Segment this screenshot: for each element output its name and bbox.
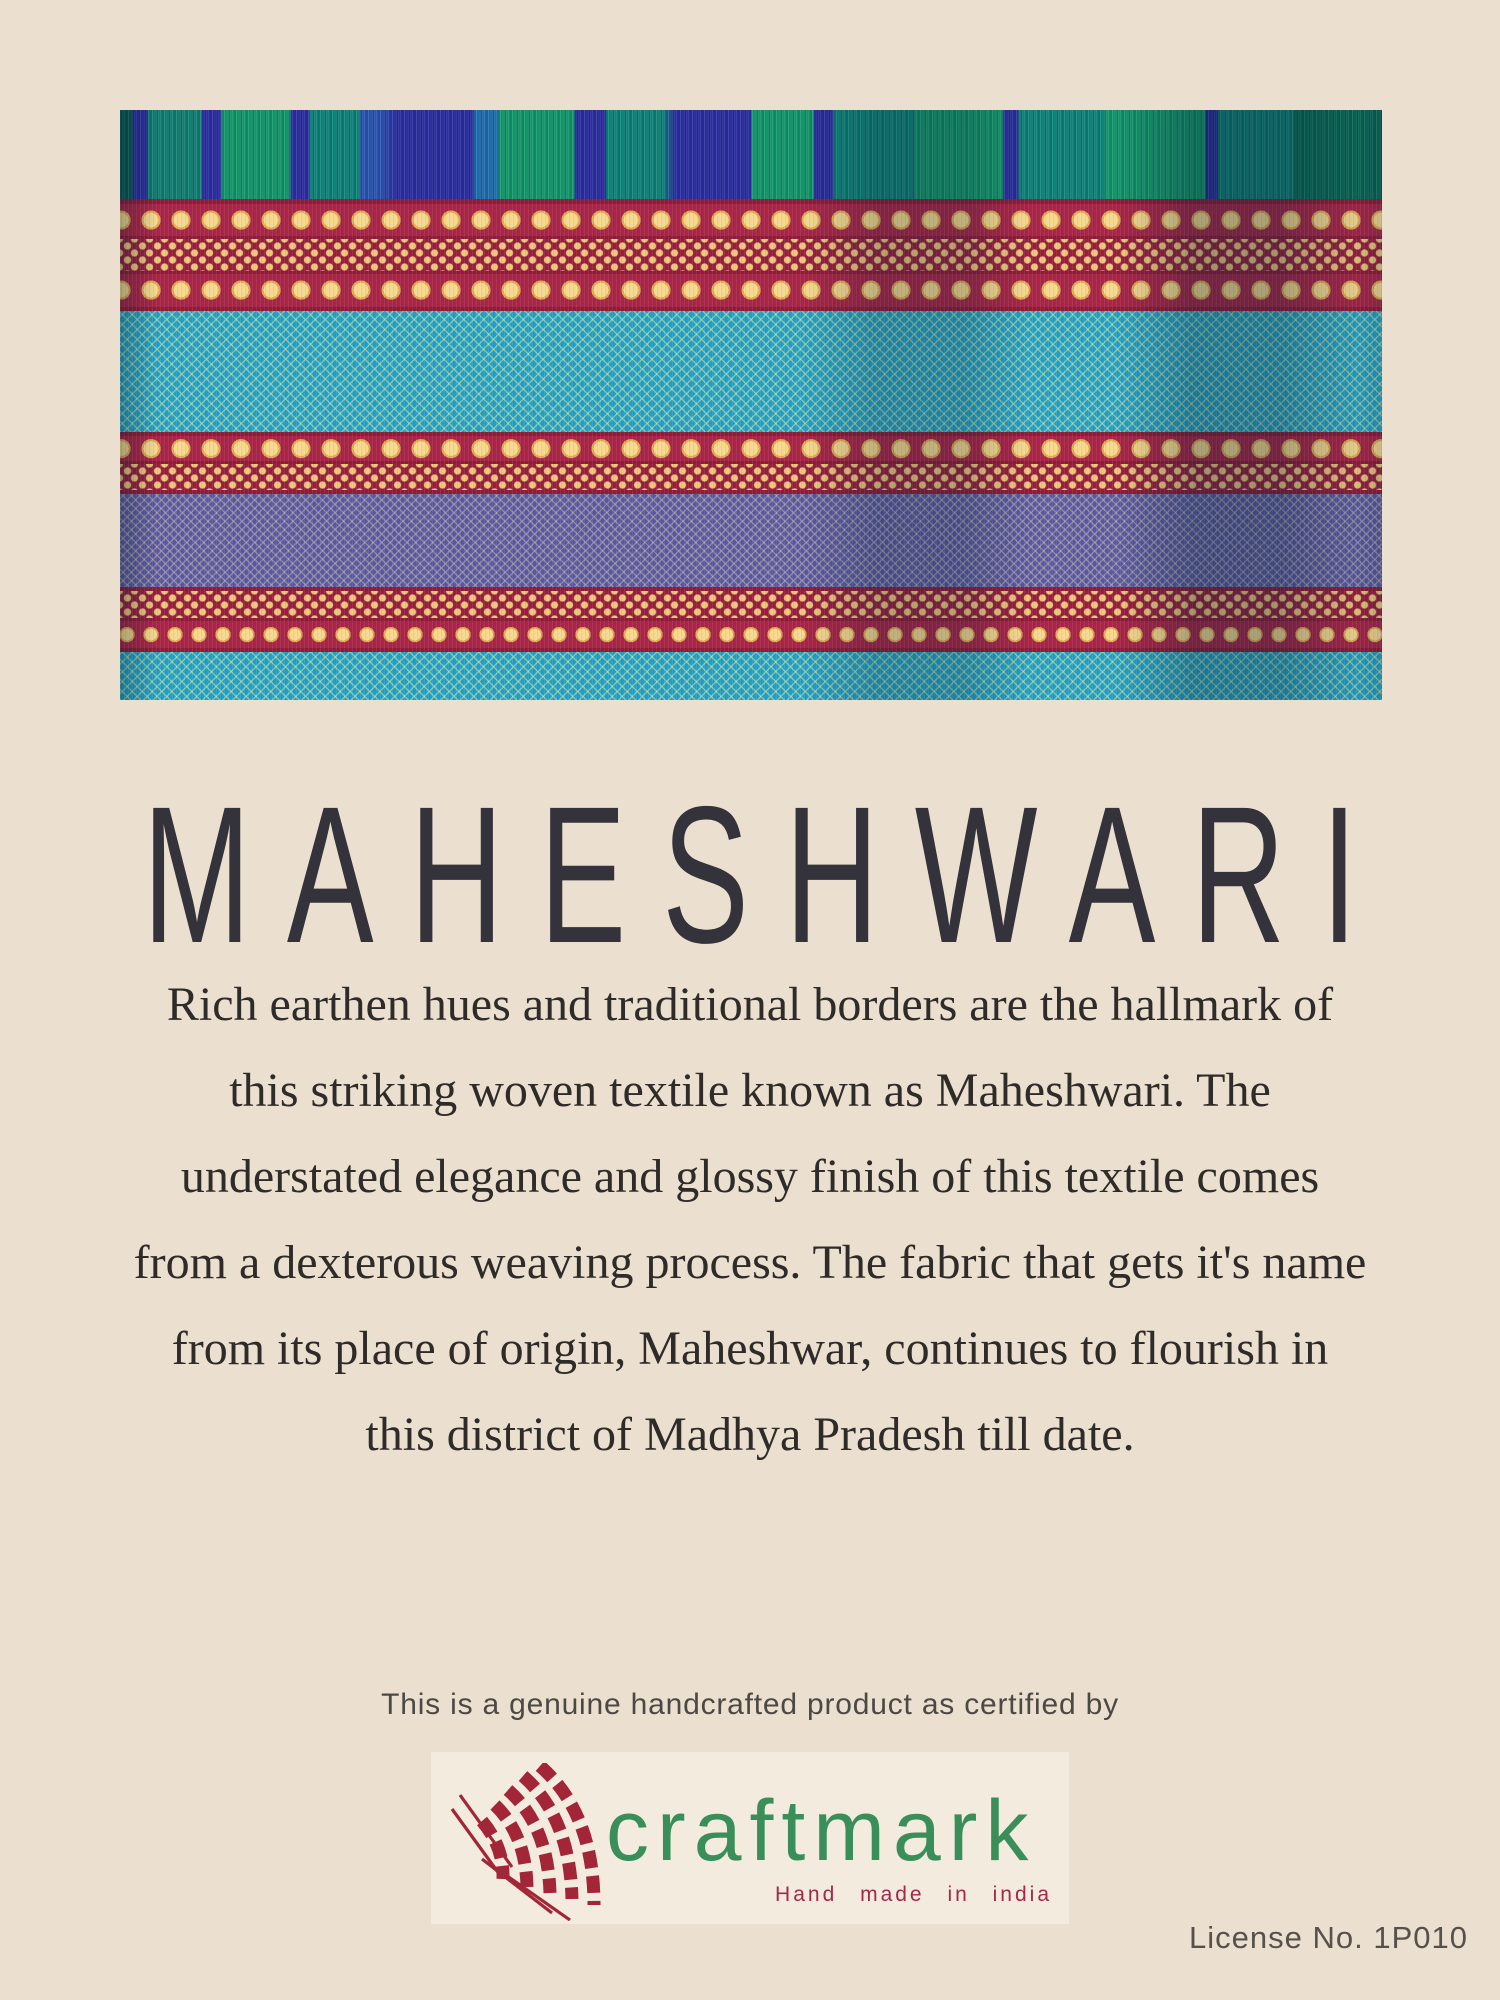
craftmark-tagline: Hand made in india xyxy=(775,1883,1052,1906)
description-line: understated elegance and glossy finish of this textile comes xyxy=(180,1150,1320,1203)
zari-rosette-row xyxy=(120,204,1382,236)
description-line: from its place of origin, Maheshwar, continues to flourish in xyxy=(171,1322,1329,1375)
certification-caption: This is a genuine handcrafted product as certified by xyxy=(381,1688,1119,1721)
fabric-band-gold-zari-narrow xyxy=(120,587,1382,652)
zari-dense-row xyxy=(120,591,1382,618)
description-paragraph xyxy=(110,962,1390,1478)
description-line: from a dexterous weaving process. The fabric that gets it's name xyxy=(133,1236,1367,1289)
description-line: Rich earthen hues and traditional borders are the hallmark of xyxy=(166,978,1334,1031)
fabric-band-gold-zari-narrow xyxy=(120,432,1382,494)
craftmark-wordmark: craftmark xyxy=(606,1783,1037,1879)
description-line: this district of Madhya Pradesh till date. xyxy=(365,1408,1135,1461)
zari-rosette-row xyxy=(120,274,1382,306)
fabric-band-turquoise xyxy=(120,311,1382,433)
fabric-band-turquoise xyxy=(120,652,1382,700)
zari-rosette-row xyxy=(120,621,1382,648)
zari-rosette-row xyxy=(120,436,1382,461)
craftmark-wheat-weave-icon xyxy=(448,1763,616,1921)
zari-dense-row xyxy=(120,239,1382,271)
fabric-band-teal-stripes xyxy=(120,110,1382,199)
description-line: this striking woven textile known as Maheshwari. The xyxy=(229,1064,1271,1117)
fabric-band-gold-zari-wide xyxy=(120,199,1382,310)
fabric-photo xyxy=(120,110,1382,700)
page-title: MAHESHWARI xyxy=(142,765,1394,984)
license-number: License No. 1P010 xyxy=(1189,1920,1468,1955)
zari-dense-row xyxy=(120,464,1382,489)
fabric-band-violet xyxy=(120,494,1382,587)
